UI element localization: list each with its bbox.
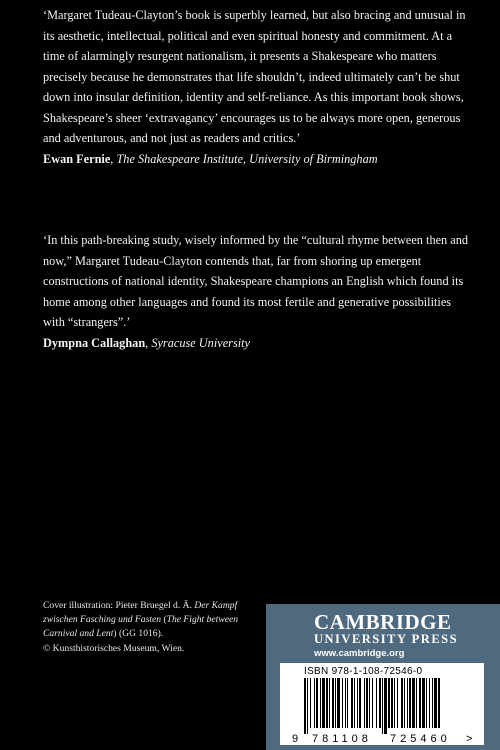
endorsement-quote-1: ‘Margaret Tudeau-Clayton’s book is superbly learned, but also bracing and unusual in its aesthetic, intellectual, political and even spiritual honesty and commitment. At a time of alarmingly resurgent nationalism, it presents a Shakespeare who matters precisely because he demonstrates that life shouldn’t, indeed ultimately can’t be shut down into insular definition, identity and self-reliance. As this important book shows, Shakespeare’s sheer ‘extravagancy’ encourages us to be always more open, generous and adventurous, and not just as readers and critics.’ Ewan Fernie, The Shakespeare Institute, University of Birmingham [43,8,466,166]
barcode-bar [412,678,415,728]
cover-illustration-credit: Cover illustration: Pieter Bruegel d. Ä. Der Kampf zwischen Fasching und Fasten (The Fight between Carnival and Lent) (GG 1016). © Kunsthistorisches Museum, Wien. [43,600,239,654]
barcode-bar [364,678,365,728]
publisher-panel [266,604,500,750]
barcode-bar [366,678,368,728]
barcode-bar [407,678,408,728]
barcode-digits-right: 725460 [390,733,451,744]
quote-author: Dympna Callaghan [43,335,146,350]
barcode-bar [345,678,346,728]
barcode-bar [391,678,393,728]
quote-text: ‘Margaret Tudeau-Clayton’s book is superbly learned, but also bracing and unusual in its aesthetic, intellectual, political and even spiritual honesty and commitment. At a time of alarmingly resurgent nationalism, it presents a Shakespeare who matters precisely because he demonstrates that life shouldn’t, indeed ultimately can’t be shut down into insular definition, identity and self-reliance. As this important book shows, Shakespeare’s sheer ‘extravagancy’ encourages us to be always more open, generous and adventurous, and not just as readers and critics.’ [43,8,466,145]
barcode-bar [388,678,390,728]
barcode-bar [382,678,383,734]
publisher-subtitle: UNIVERSITY PRESS [314,632,459,646]
barcode-label [280,663,484,745]
barcode-bar [332,678,334,728]
endorsement-quote-2: ‘In this path-breaking study, wisely informed by the “cultural rhyme between then and now,” Margaret Tudeau-Clayton contends that, far from shoring up emergent constructions of national identity, Shakespeare champions an English which found its home among other languages and found its most fertile and generative possibilities with “strangers”.’ Dympna Callaghan, Syracuse University [43,233,469,350]
barcode-bar [342,678,343,728]
barcode-bar [394,678,395,728]
barcode-bar [372,678,373,728]
barcode-bar [409,678,411,728]
barcode-bar [335,678,336,728]
barcode-bar [329,678,330,728]
barcode-bar [337,678,340,728]
barcode-bar [432,678,433,728]
barcode-bar [359,678,361,728]
barcode-bar [354,678,355,728]
barcode-bar [434,678,437,728]
barcode-bar [429,678,430,728]
quote-text: ‘In this path-breaking study, wisely informed by the “cultural rhyme between then and now,” Margaret Tudeau-Clayton contends that, far from shoring up emergent constructions of national identity, Shakespeare champions an English which found its home among other languages and found its most fertile and generative possibilities with “strangers”.’ [43,233,469,329]
barcode-bar [307,678,308,734]
copyright-line: © Kunsthistorisches Museum, Wien. [43,642,185,654]
barcode-bar [397,678,398,728]
barcode-bar [351,678,353,728]
isbn-text: ISBN 978-1-108-72546-0 [304,666,423,677]
barcode-bar [310,678,311,728]
barcode-bar [322,678,325,728]
barcode-bar [314,678,315,728]
barcode-bar [438,678,440,728]
barcode-bar [379,678,381,728]
barcode-bar [320,678,321,728]
barcode-bar [401,678,403,728]
barcode-bar [419,678,421,728]
publisher-url: www.cambridge.org [314,648,405,659]
barcode-bar [384,678,387,734]
barcode-bar [326,678,328,728]
barcode-icon [290,678,476,744]
barcode-addon-mark: > [466,733,473,744]
barcode-bar [316,678,318,728]
barcode-bar [404,678,405,728]
barcode-bar [376,678,377,728]
barcode-bar [357,678,358,728]
barcode-bar [422,678,425,728]
barcode-bar [416,678,417,728]
publisher-name: CAMBRIDGE [314,610,452,634]
barcode-bar [369,678,370,728]
quote-affiliation: Syracuse University [151,335,251,350]
quote-affiliation: The Shakespeare Institute, University of Birmingham [116,151,378,166]
barcode-digits-left: 781108 [312,733,372,744]
barcode-bar [347,678,348,728]
barcode-bar [426,678,427,728]
barcode-bar [304,678,306,734]
quote-author: Ewan Fernie [43,151,111,166]
barcode-digit-lead: 9 [292,733,299,744]
